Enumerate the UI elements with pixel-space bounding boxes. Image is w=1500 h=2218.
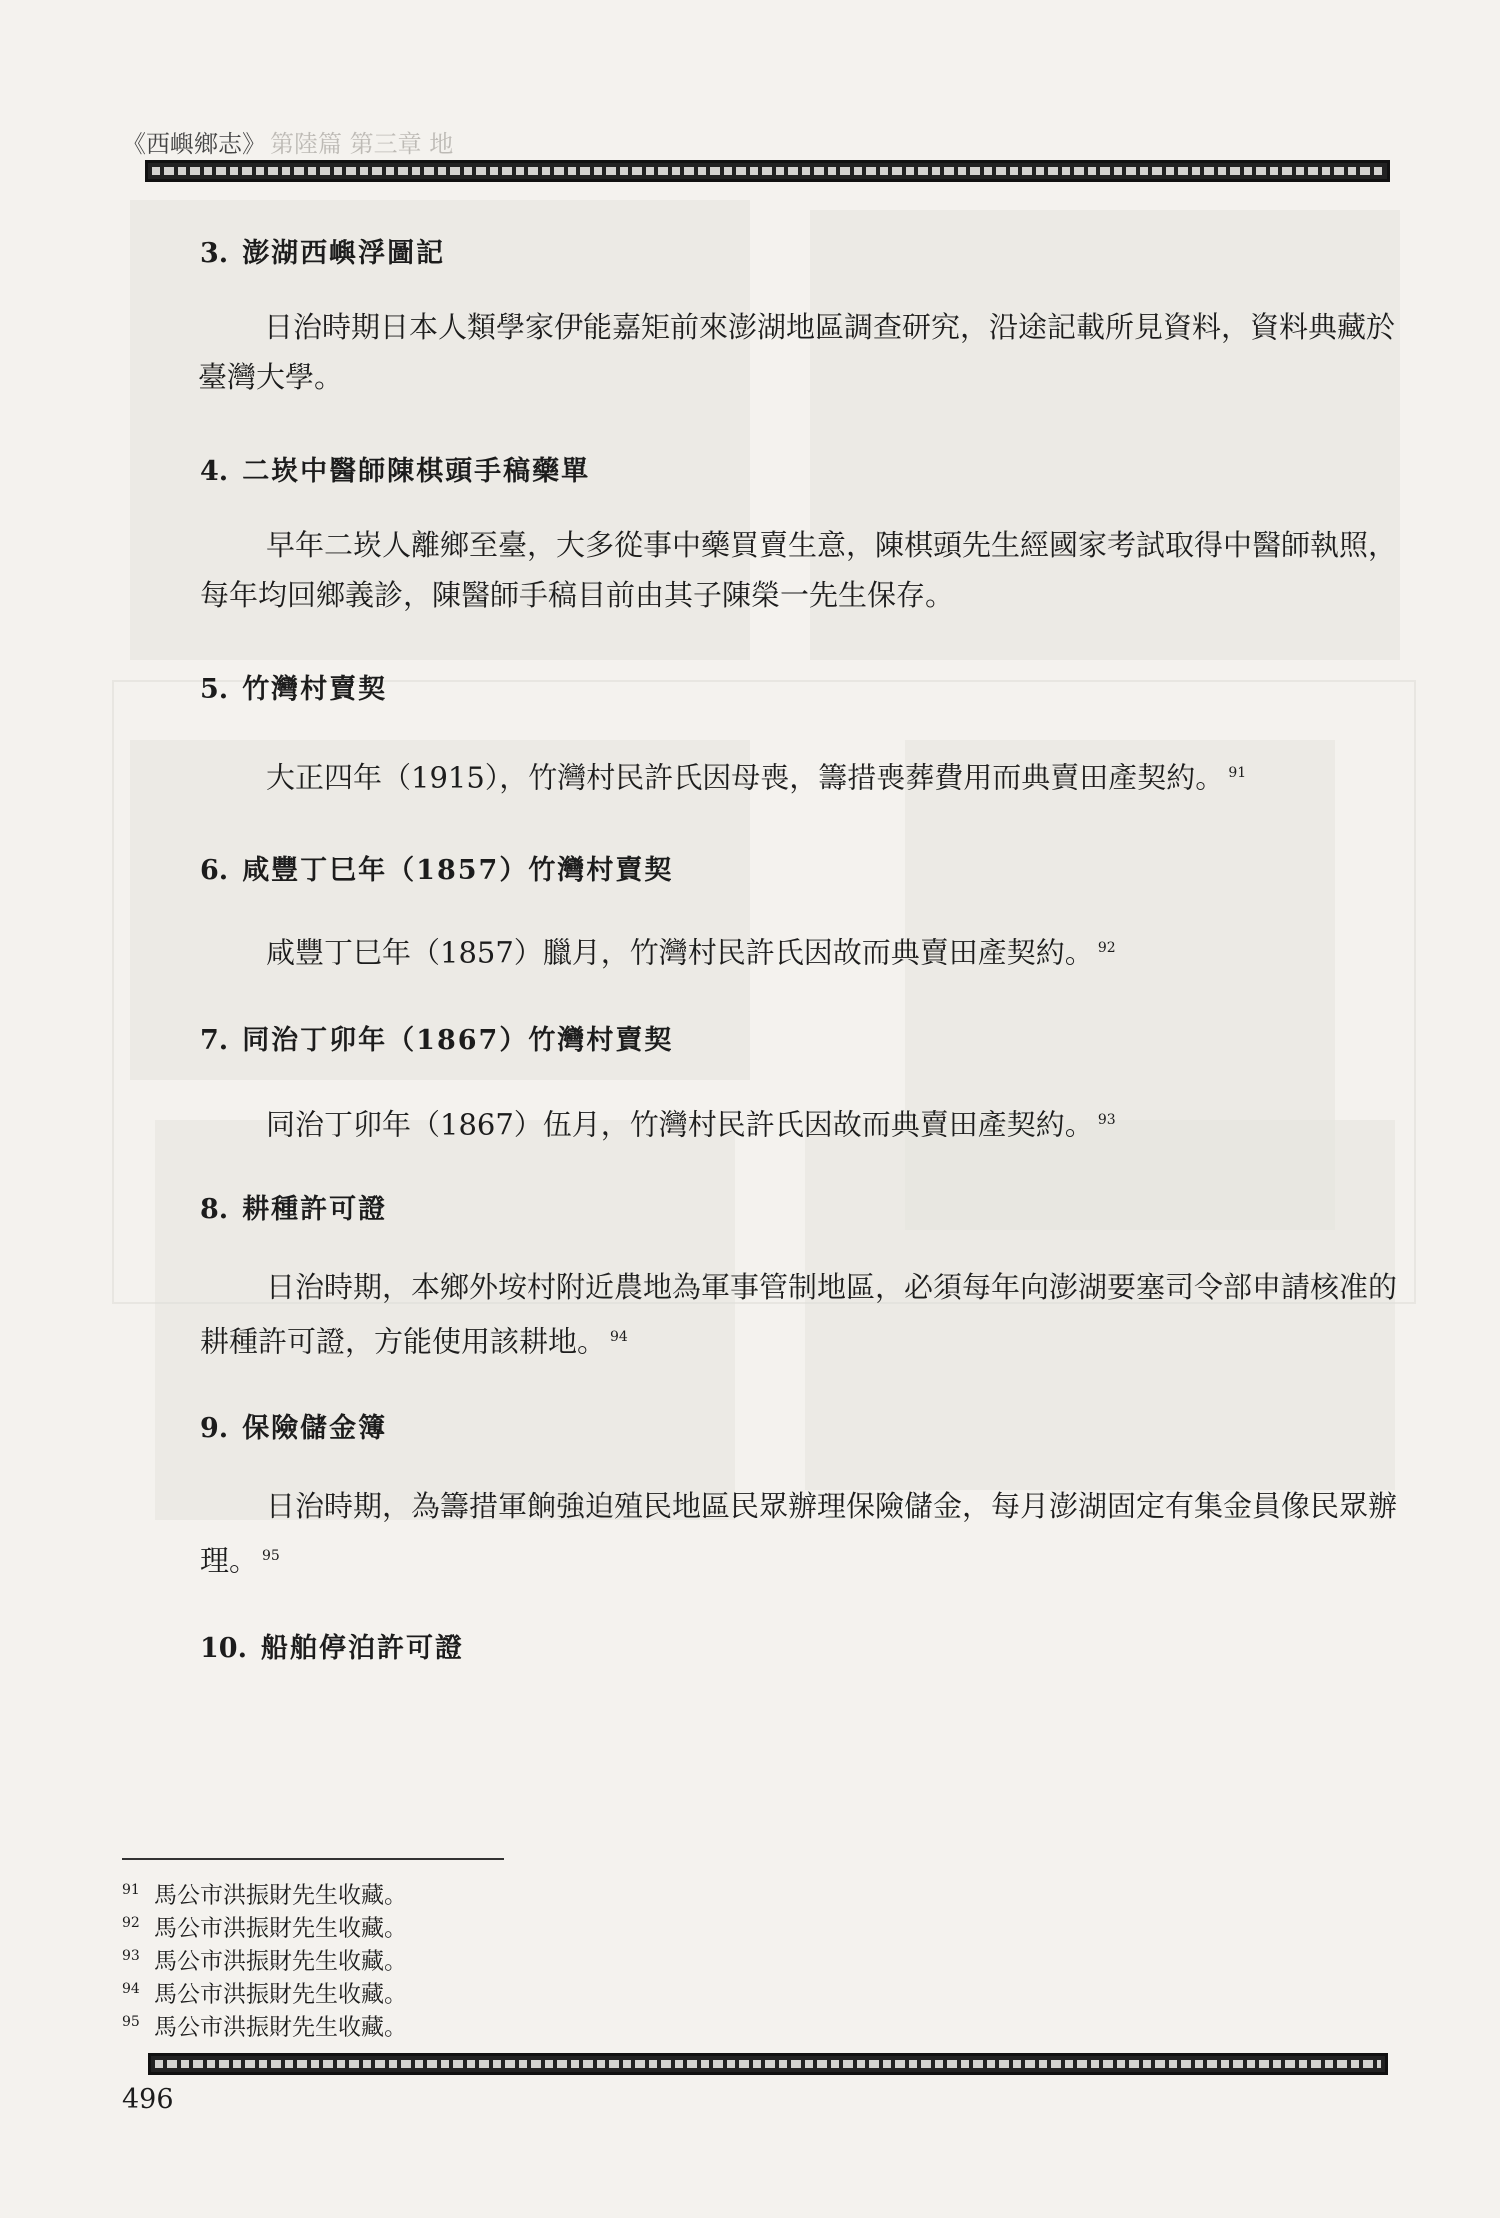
footnote-ref: 95 <box>262 1547 280 1564</box>
paragraph-text: 日治時期，為籌措軍餉強迫殖民地區民眾辦理保險儲金，每月澎湖固定有集金員像民眾辦理。 <box>200 1488 1398 1578</box>
section-title: 同治丁卯年（1867）竹灣村賣契 <box>242 1025 674 1057</box>
footnote-rule <box>122 1858 504 1860</box>
section-heading <box>200 1403 1405 1455</box>
section-title: 澎湖西嶼浮圖記 <box>242 238 446 269</box>
footnote-text: 馬公市洪振財先生收藏。 <box>154 1981 407 2008</box>
footnote-text: 馬公市洪振財先生收藏。 <box>154 2014 407 2041</box>
book-title: 《西嶼鄉志》 <box>122 130 266 158</box>
faded-section-label: 第陸篇 第三章 地 <box>270 130 454 158</box>
section-title: 船舶停泊許可證 <box>260 1633 464 1665</box>
section-number: 7. <box>200 1025 229 1057</box>
running-head <box>122 124 453 159</box>
footnote-ref: 94 <box>610 1328 628 1345</box>
section-paragraph <box>200 923 1405 978</box>
section-heading <box>200 1184 1405 1236</box>
paragraph-text: 大正四年（1915），竹灣村民許氏因母喪，籌措喪葬費用而典賣田產契約。 <box>266 760 1225 795</box>
section-paragraph <box>200 748 1405 803</box>
footnote-ref: 93 <box>1097 1112 1116 1129</box>
section-number: 10. <box>200 1633 247 1665</box>
section-paragraph <box>200 1481 1405 1586</box>
section-title: 二崁中醫師陳棋頭手稿藥單 <box>242 456 591 487</box>
decorative-fret-border-top <box>145 160 1390 182</box>
section-heading <box>200 228 1405 280</box>
section-title: 咸豐丁巳年（1857）竹灣村賣契 <box>242 854 674 886</box>
section-heading <box>200 446 1405 498</box>
footnote-ref: 92 <box>1097 939 1116 956</box>
footnote <box>122 1973 407 2006</box>
footnote-number: 94 <box>122 1981 140 1997</box>
section-heading <box>200 664 1405 716</box>
paragraph-text: 咸豐丁巳年（1857）臘月，竹灣村民許氏因故而典賣田產契約。 <box>266 935 1094 970</box>
footnote-text: 馬公市洪振財先生收藏。 <box>154 1882 407 1909</box>
main-text <box>200 192 1405 1675</box>
footnote-number: 92 <box>122 1915 140 1931</box>
footnote-ref: 91 <box>1228 765 1247 781</box>
section-heading <box>200 1623 1405 1675</box>
footnote-number: 93 <box>122 1948 140 1964</box>
section-number: 8. <box>200 1193 229 1225</box>
section-heading <box>200 1015 1405 1067</box>
footnote <box>122 1874 407 1907</box>
footnotes <box>122 1874 407 2039</box>
decorative-fret-border-bottom <box>148 2053 1388 2075</box>
section-number: 5. <box>200 674 229 705</box>
section-heading <box>200 845 1405 897</box>
section-number: 6. <box>200 854 229 886</box>
footnote <box>122 2006 407 2039</box>
section-paragraph <box>200 1095 1405 1150</box>
section-paragraph: 早年二崁人離鄉至臺，大多從事中藥買賣生意，陳棋頭先生經國家考試取得中醫師執照，每年均回鄉義診，陳醫師手稿目前由其子陳榮一先生保存。 <box>200 528 1398 612</box>
footnote-number: 95 <box>122 2014 140 2030</box>
section-title: 保險儲金簿 <box>242 1412 388 1444</box>
section-number: 9. <box>200 1412 229 1444</box>
section-paragraph <box>200 1262 1405 1367</box>
footnote-text: 馬公市洪振財先生收藏。 <box>154 1915 407 1942</box>
footnote-number: 91 <box>122 1882 140 1898</box>
section-number: 3. <box>200 238 229 269</box>
section-paragraph: 日治時期日本人類學家伊能嘉矩前來澎湖地區調查研究，沿途記載所見資料，資料典藏於臺灣大學。 <box>198 310 1396 394</box>
footnote <box>122 1940 407 1973</box>
section-title: 耕種許可證 <box>242 1193 388 1225</box>
paragraph-text: 日治時期，本鄉外垵村附近農地為軍事管制地區，必須每年向澎湖要塞司令部申請核准的耕種許可證，方能使用該耕地。 <box>200 1269 1398 1359</box>
footnote-text: 馬公市洪振財先生收藏。 <box>154 1948 407 1975</box>
footnote <box>122 1907 407 1940</box>
section-number: 4. <box>200 456 229 487</box>
section-title: 竹灣村賣契 <box>242 674 388 705</box>
paragraph-text: 同治丁卯年（1867）伍月，竹灣村民許氏因故而典賣田產契約。 <box>266 1107 1094 1142</box>
page-number: 496 <box>122 2084 174 2115</box>
